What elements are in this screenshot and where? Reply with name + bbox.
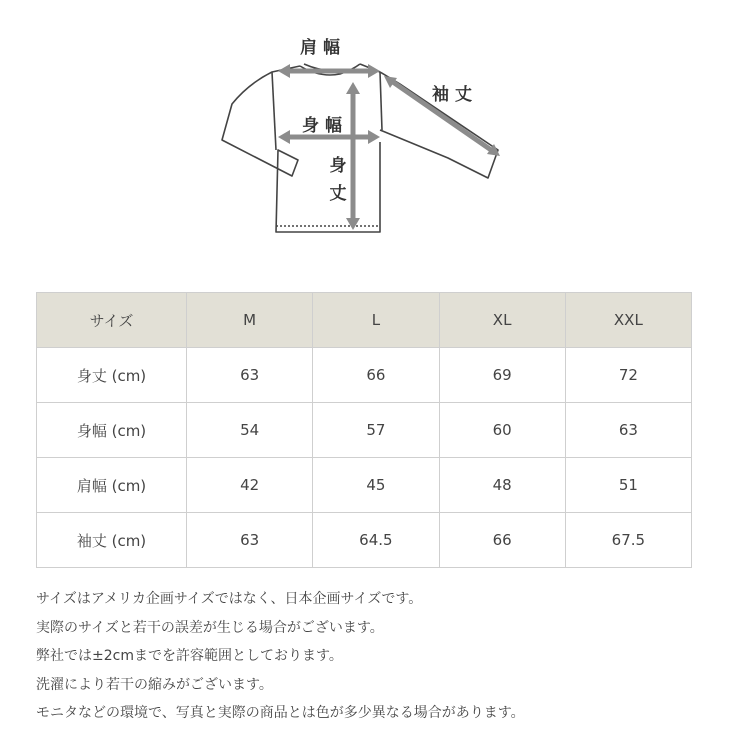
row-label: 肩幅 (cm) <box>37 458 187 513</box>
table-cell: 42 <box>187 458 313 513</box>
table-cell: 63 <box>565 403 691 458</box>
row-label: 身丈 (cm) <box>37 348 187 403</box>
header-cell-l: L <box>313 293 439 348</box>
table-cell: 64.5 <box>313 513 439 568</box>
table-row <box>37 348 692 403</box>
table-cell: 63 <box>187 513 313 568</box>
size-table-header-row <box>37 293 692 348</box>
table-row <box>37 458 692 513</box>
header-cell-xl: XL <box>439 293 565 348</box>
table-row <box>37 403 692 458</box>
shoulder-width-label: 肩幅 <box>300 38 346 58</box>
sleeve-length-label: 袖丈 <box>432 85 478 105</box>
table-cell: 67.5 <box>565 513 691 568</box>
table-cell: 54 <box>187 403 313 458</box>
note-line: 実際のサイズと若干の誤差が生じる場合がございます。 <box>36 619 384 636</box>
table-cell: 63 <box>187 348 313 403</box>
size-notes <box>36 585 716 728</box>
table-cell: 57 <box>313 403 439 458</box>
table-row <box>37 513 692 568</box>
body-length-label: 身丈 <box>329 156 347 204</box>
table-cell: 51 <box>565 458 691 513</box>
table-cell: 60 <box>439 403 565 458</box>
note-line: 弊社では±2cmまでを許容範囲としております。 <box>36 648 343 664</box>
table-cell: 45 <box>313 458 439 513</box>
shirt-illustration <box>0 0 730 270</box>
size-table <box>36 292 692 568</box>
table-cell: 48 <box>439 458 565 513</box>
note-line: モニタなどの環境で、写真と実際の商品とは色が多少異なる場合があります。 <box>36 705 525 721</box>
table-cell: 72 <box>565 348 691 403</box>
size-diagram <box>0 0 730 270</box>
header-cell-xxl: XXL <box>565 293 691 348</box>
table-cell: 66 <box>313 348 439 403</box>
body-width-label: 身幅 <box>302 116 348 136</box>
row-label: 身幅 (cm) <box>37 403 187 458</box>
table-cell: 66 <box>439 513 565 568</box>
header-cell-size: サイズ <box>37 293 187 348</box>
header-cell-m: M <box>187 293 313 348</box>
note-line: サイズはアメリカ企画サイズではなく、日本企画サイズです。 <box>36 591 423 607</box>
table-cell: 69 <box>439 348 565 403</box>
note-line: 洗濯により若干の縮みがございます。 <box>36 676 273 693</box>
row-label: 袖丈 (cm) <box>37 513 187 568</box>
